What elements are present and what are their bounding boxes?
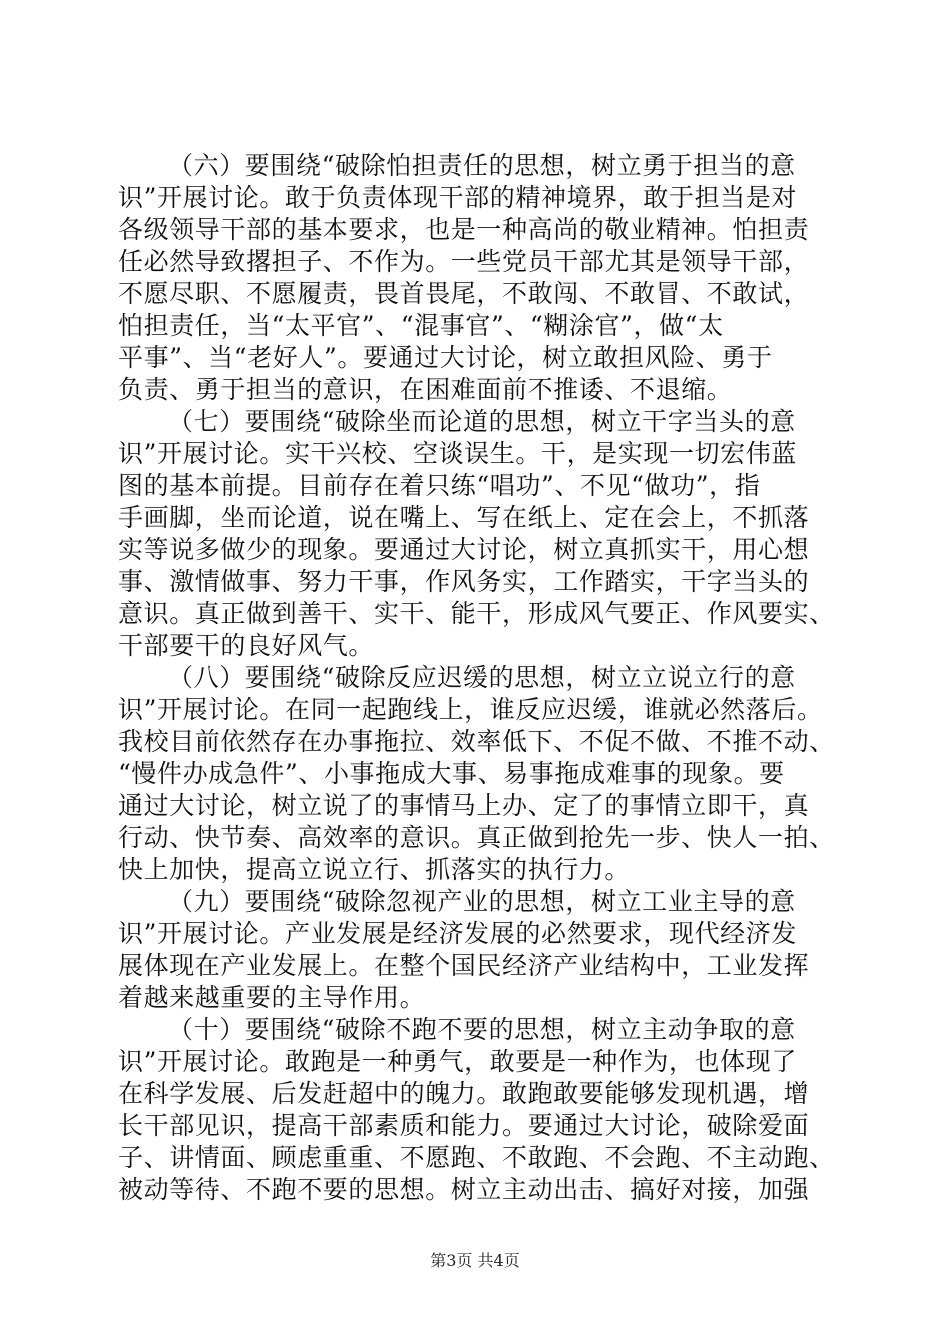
- text-line: 着越来越重要的主导作用。: [118, 983, 426, 1012]
- text-line: 我校目前依然存在办事拖拉、效率低下、不促不做、不推不动、: [118, 727, 835, 756]
- text-line: （七）要围绕“破除坐而论道的思想，树立干字当头的意: [168, 407, 796, 436]
- text-line: 实等说多做少的现象。要通过大讨论，树立真抓实干，用心想: [118, 535, 810, 564]
- text-line: 识”开展讨论。产业发展是经济发展的必然要求，现代经济发: [118, 919, 797, 948]
- text-line: 识”开展讨论。实干兴校、空谈误生。干，是实现一切宏伟蓝: [118, 439, 797, 468]
- text-line: 不愿尽职、不愿履责，畏首畏尾，不敢闯、不敢冒、不敢试，: [118, 279, 810, 308]
- text-line: （八）要围绕“破除反应迟缓的思想，树立立说立行的意: [168, 663, 796, 692]
- text-line: “慢件办成急件”、小事拖成大事、易事拖成难事的现象。要: [118, 759, 785, 788]
- text-line: 快上加快，提高立说立行、抓落实的执行力。: [118, 855, 631, 884]
- text-line: 怕担责任，当“太平官”、“混事官”、“糊涂官”，做“太: [118, 311, 724, 340]
- text-line: 识”开展讨论。敢于负责体现干部的精神境界，敢于担当是对: [118, 183, 797, 212]
- document-body: [118, 150, 838, 1206]
- text-line: 被动等待、不跑不要的思想。树立主动出击、搞好对接，加强: [118, 1175, 810, 1204]
- text-line: 通过大讨论，树立说了的事情马上办、定了的事情立即干，真: [118, 791, 810, 820]
- page-number-footer: 第3页 共4页: [430, 1251, 520, 1270]
- text-line: 平事”、当“老好人”。要通过大讨论，树立敢担风险、勇于: [118, 343, 773, 372]
- text-line: 图的基本前提。目前存在着只练“唱功”、不见“做功”，指: [118, 471, 761, 500]
- text-line: 展体现在产业发展上。在整个国民经济产业结构中，工业发挥: [118, 951, 810, 980]
- text-line: 事、激情做事、努力干事，作风务实，工作踏实，干字当头的: [118, 567, 810, 596]
- text-line: 任必然导致撂担子、不作为。一些党员干部尤其是领导干部，: [118, 247, 810, 276]
- text-line: 负责、勇于担当的意识，在困难面前不推诿、不退缩。: [118, 375, 733, 404]
- text-line: 在科学发展、后发赶超中的魄力。敢跑敢要能够发现机遇，增: [118, 1079, 810, 1108]
- text-line: （十）要围绕“破除不跑不要的思想，树立主动争取的意: [168, 1015, 796, 1044]
- text-line: 各级领导干部的基本要求，也是一种高尚的敬业精神。怕担责: [118, 215, 810, 244]
- text-line: 意识。真正做到善干、实干、能干，形成风气要正、作风要实、: [118, 599, 835, 628]
- text-line: 识”开展讨论。在同一起跑线上，谁反应迟缓，谁就必然落后。: [118, 695, 823, 724]
- text-line: 识”开展讨论。敢跑是一种勇气，敢要是一种作为，也体现了: [118, 1047, 797, 1076]
- text-line: （九）要围绕“破除忽视产业的思想，树立工业主导的意: [168, 887, 796, 916]
- text-line: 行动、快节奏、高效率的意识。真正做到抢先一步、快人一拍、: [118, 823, 835, 852]
- text-line: 手画脚，坐而论道，说在嘴上、写在纸上、定在会上，不抓落: [118, 503, 810, 532]
- text-line: 干部要干的良好风气。: [118, 631, 375, 660]
- text-line: 长干部见识，提高干部素质和能力。要通过大讨论，破除爱面: [118, 1111, 810, 1140]
- text-line: （六）要围绕“破除怕担责任的思想，树立勇于担当的意: [168, 151, 796, 180]
- text-line: 子、讲情面、顾虑重重、不愿跑、不敢跑、不会跑、不主动跑、: [118, 1143, 835, 1172]
